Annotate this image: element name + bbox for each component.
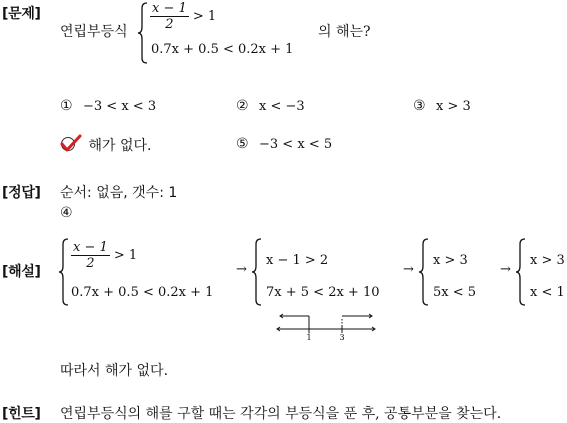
- problem-intro: 연립부등식: [60, 24, 128, 40]
- arrow-icon: →: [500, 262, 511, 277]
- left-brace-icon: [418, 238, 430, 306]
- solution-step4-b: x < 1: [530, 285, 565, 300]
- checkmark-icon: [60, 134, 82, 154]
- answer-line1: 순서: 없음, 갯수: 1: [60, 185, 178, 201]
- option-3[interactable]: [413, 98, 471, 114]
- solution-step2-a: x − 1 > 2: [266, 253, 329, 268]
- option-1-text: −3 < x < 3: [83, 99, 157, 114]
- option-5[interactable]: [236, 136, 332, 152]
- arrow-icon: →: [403, 262, 414, 277]
- option-4-text: 해가 없다.: [88, 138, 152, 154]
- problem-ineq1-denominator: 2: [165, 17, 174, 32]
- number-line-label-3: 3: [339, 333, 345, 342]
- left-brace-icon: [137, 2, 149, 64]
- solution-step3-a: x > 3: [433, 253, 468, 268]
- option-1-number: ①: [60, 98, 73, 114]
- option-3-number: ③: [413, 98, 426, 114]
- left-brace-icon: [58, 238, 70, 306]
- problem-ineq1-rest: > 1: [188, 9, 217, 24]
- solution-step3-b: 5x < 5: [433, 285, 477, 300]
- option-3-text: x > 3: [436, 99, 471, 114]
- hint-text: 연립부등식의 해를 구할 때는 각각의 부등식을 푼 후, 공통부분을 찾는다.: [60, 406, 502, 422]
- number-line-label-1: 1: [306, 333, 312, 342]
- answer-tag: [정답]: [2, 185, 41, 201]
- answer-line2: ④: [60, 205, 73, 221]
- number-line: [276, 312, 378, 342]
- hint-tag: [힌트]: [2, 406, 41, 422]
- solution-step1-a: [71, 240, 137, 271]
- option-1[interactable]: [60, 98, 156, 114]
- arrow-icon: →: [236, 262, 247, 277]
- solution-step1-rest: > 1: [109, 248, 138, 263]
- problem-ineq2: 0.7x + 0.5 < 0.2x + 1: [151, 42, 294, 57]
- solution-step1-numerator: x − 1: [73, 240, 108, 255]
- solution-step4-a: x > 3: [530, 253, 565, 268]
- left-brace-icon: [515, 238, 527, 306]
- solution-conclusion: 따라서 해가 없다.: [60, 363, 169, 379]
- option-2[interactable]: [236, 98, 305, 114]
- solution-step1-b: 0.7x + 0.5 < 0.2x + 1: [71, 285, 214, 300]
- option-2-text: x < −3: [259, 99, 305, 114]
- problem-ineq1-numerator: x − 1: [152, 1, 187, 16]
- option-5-text: −3 < x < 5: [259, 137, 333, 152]
- option-5-number: ⑤: [236, 136, 249, 152]
- problem-tag: [문제]: [2, 6, 41, 22]
- solution-step2-b: 7x + 5 < 2x + 10: [266, 285, 380, 300]
- solution-tag: [해설]: [2, 264, 41, 280]
- left-brace-icon: [251, 238, 263, 306]
- problem-question: 의 해는?: [318, 24, 371, 40]
- solution-step1-denominator: 2: [86, 256, 95, 271]
- option-2-number: ②: [236, 98, 249, 114]
- option-4[interactable]: [60, 134, 151, 155]
- problem-ineq1: [150, 1, 216, 32]
